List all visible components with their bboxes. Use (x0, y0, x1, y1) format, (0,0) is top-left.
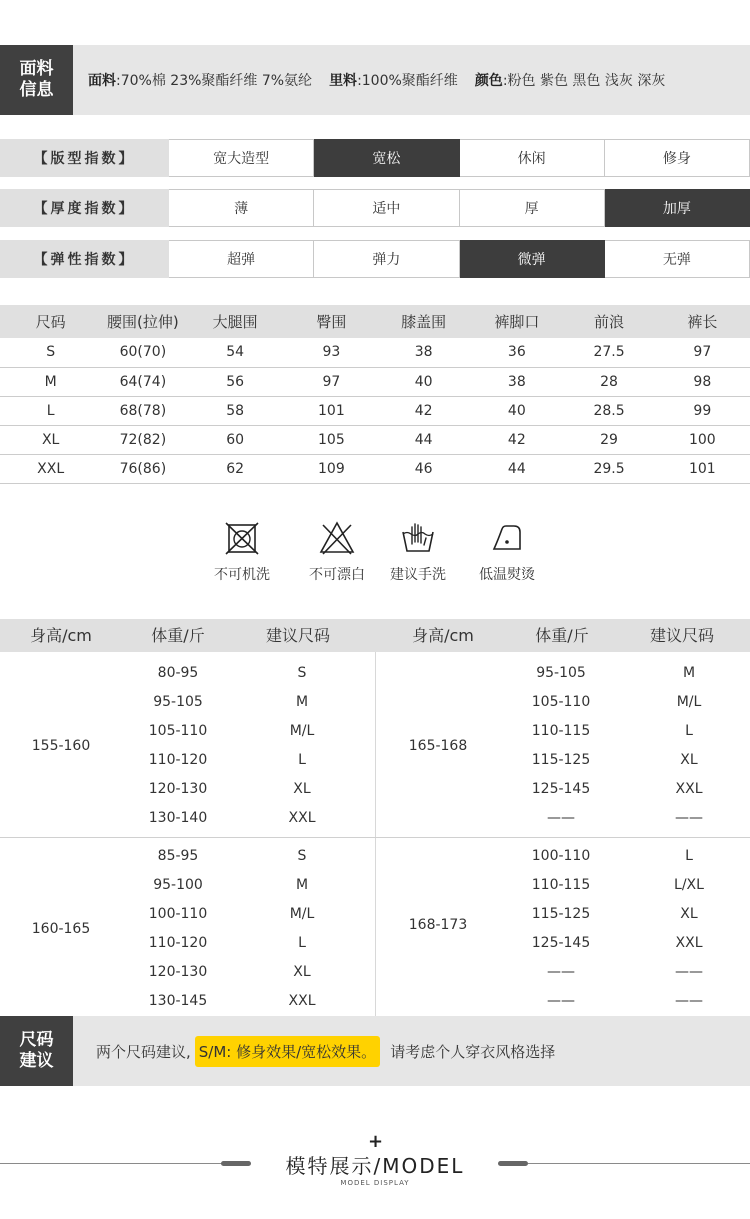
size-suggest-cell: L (298, 752, 306, 768)
weight-cell: 125-145 (531, 781, 591, 797)
size-cell: 42 (377, 396, 470, 425)
lining-fabric-value: :100%聚酯纤维 (357, 73, 458, 89)
size-cell: S (0, 338, 101, 367)
weight-cell: 120-130 (148, 964, 208, 980)
size-cell: 76(86) (101, 454, 184, 483)
care-label: 低温熨烫 (479, 567, 535, 583)
footer-divider-right (528, 1163, 750, 1164)
index-label: 【版型指数】 (0, 139, 169, 177)
rec-header-weight-left: 体重/斤 (151, 626, 205, 645)
rec-header-height-right: 身高/cm (412, 626, 474, 645)
weight-cell: 130-140 (148, 810, 208, 826)
size-cell: 58 (184, 396, 285, 425)
size-suggest-cell: M (295, 694, 309, 710)
size-cell: 101 (655, 454, 750, 483)
lining-fabric-label: 里料 (329, 73, 358, 89)
size-suggest-cell: XL (293, 781, 311, 797)
size-cell: 29.5 (563, 454, 654, 483)
size-header-cell: 大腿围 (184, 305, 285, 338)
advice-text-before: 两个尺码建议, (96, 1042, 191, 1061)
size-cell: 97 (286, 367, 377, 396)
no-bleach-icon (319, 520, 355, 556)
weight-cell: 105-110 (148, 723, 208, 739)
care-item-no-machine-wash (214, 520, 270, 584)
outer-fabric-label: 面料 (88, 73, 116, 89)
size-header-cell: 腰围(拉伸) (101, 305, 184, 338)
fabric-details (73, 70, 682, 90)
index-option-active: 微弹 (460, 240, 605, 278)
size-cell: 100 (655, 425, 750, 454)
size-cell: 42 (470, 425, 563, 454)
size-cell: 54 (184, 338, 285, 367)
care-item-no-bleach (309, 520, 365, 584)
no-machine-wash-icon (224, 520, 260, 556)
size-suggest-cell: XXL (288, 810, 316, 826)
size-cell: 105 (286, 425, 377, 454)
size-cell: 93 (286, 338, 377, 367)
size-cell: 38 (470, 367, 563, 396)
advice-highlight: S/M: 修身效果/宽松效果。 (195, 1036, 380, 1067)
size-cell: M (0, 367, 101, 396)
fabric-tag-line2: 信息 (19, 80, 54, 100)
weight-cell: 85-95 (157, 848, 199, 864)
index-option: 薄 (169, 189, 314, 227)
fabric-tag-line1: 面料 (19, 59, 54, 79)
size-cell: 27.5 (563, 338, 654, 367)
size-cell: 28.5 (563, 396, 654, 425)
size-suggest-cell: M (682, 665, 696, 681)
advice-tag-line2: 建议 (19, 1051, 54, 1071)
weight-cell: 110-115 (531, 723, 591, 739)
fabric-info-tag (0, 45, 73, 115)
size-suggest-cell: L (685, 723, 693, 739)
size-header-cell: 裤长 (655, 305, 750, 338)
size-suggest-cell: S (297, 665, 307, 681)
index-option: 超弹 (169, 240, 314, 278)
hand-wash-icon (400, 520, 436, 556)
size-advice-text (96, 1036, 555, 1067)
size-suggest-cell: S (297, 848, 307, 864)
size-cell: 29 (563, 425, 654, 454)
size-cell: 56 (184, 367, 285, 396)
size-cell: XL (0, 425, 101, 454)
rec-header-height-left: 身高/cm (30, 626, 92, 645)
size-cell: L (0, 396, 101, 425)
size-suggest-cell: L (685, 848, 693, 864)
size-suggest-cell: XL (680, 906, 698, 922)
weight-cell: 115-125 (531, 752, 591, 768)
footer-pill-left (221, 1161, 251, 1166)
size-cell: 40 (470, 396, 563, 425)
weight-cell: 100-110 (531, 848, 591, 864)
size-suggest-cell: M/L (289, 906, 315, 922)
table-row (0, 338, 750, 367)
footer-divider-left (0, 1163, 223, 1164)
rec-header-size-right: 建议尺码 (649, 626, 715, 645)
index-label: 【弹性指数】 (0, 240, 169, 278)
size-suggest-cell: XXL (675, 935, 703, 951)
colors-label: 颜色 (474, 73, 503, 89)
size-cell: 60 (184, 425, 285, 454)
table-row (0, 425, 750, 454)
height-range-left: 155-160 (31, 737, 91, 754)
size-table (0, 305, 750, 484)
weight-cell: 120-130 (148, 781, 208, 797)
size-cell: 60(70) (101, 338, 184, 367)
index-label: 【厚度指数】 (0, 189, 169, 227)
weight-cell: 110-115 (531, 877, 591, 893)
care-label: 不可机洗 (214, 567, 270, 583)
size-cell: 46 (377, 454, 470, 483)
size-suggest-cell: —— (675, 993, 703, 1009)
low-temp-iron-icon (489, 520, 525, 556)
size-suggest-cell: —— (675, 810, 703, 826)
fabric-info-bar (0, 45, 750, 115)
plus-icon: + (368, 1131, 384, 1152)
index-row (0, 240, 750, 278)
model-section-title: 模特展示/MODEL (285, 1154, 465, 1178)
size-table-header (0, 305, 750, 338)
size-cell: 44 (377, 425, 470, 454)
size-cell: 109 (286, 454, 377, 483)
weight-cell: —— (547, 993, 575, 1009)
size-advice-bar (0, 1016, 750, 1086)
size-cell: 40 (377, 367, 470, 396)
size-suggest-cell: —— (675, 964, 703, 980)
model-section-subtitle: MODEL DISPLAY (340, 1179, 410, 1187)
weight-cell: 95-100 (153, 877, 203, 893)
footer-pill-right (498, 1161, 528, 1166)
size-cell: 44 (470, 454, 563, 483)
weight-cell: —— (547, 964, 575, 980)
index-option: 厚 (460, 189, 605, 227)
care-item-hand-wash (390, 520, 446, 584)
care-label: 不可漂白 (309, 567, 365, 583)
size-suggest-cell: M/L (676, 694, 702, 710)
weight-cell: —— (547, 810, 575, 826)
outer-fabric-value: :70%棉 23%聚酯纤维 7%氨纶 (116, 73, 313, 89)
index-option: 休闲 (460, 139, 605, 177)
size-header-cell: 臀围 (286, 305, 377, 338)
weight-cell: 80-95 (157, 665, 199, 681)
advice-text-after: 请考虑个人穿衣风格选择 (390, 1042, 556, 1061)
index-option: 弹力 (314, 240, 459, 278)
weight-cell: 95-105 (536, 665, 586, 681)
recommend-block-divider (0, 837, 750, 838)
weight-cell: 100-110 (148, 906, 208, 922)
size-cell: 64(74) (101, 367, 184, 396)
weight-cell: 110-120 (148, 752, 208, 768)
size-suggest-cell: XXL (288, 993, 316, 1009)
index-option: 无弹 (605, 240, 750, 278)
recommend-divider (375, 652, 376, 1016)
index-row (0, 189, 750, 227)
recommend-table-header (0, 619, 750, 652)
size-cell: 68(78) (101, 396, 184, 425)
table-row (0, 367, 750, 396)
size-cell: 97 (655, 338, 750, 367)
index-row (0, 139, 750, 177)
size-cell: XXL (0, 454, 101, 483)
size-cell: 36 (470, 338, 563, 367)
weight-cell: 115-125 (531, 906, 591, 922)
size-suggest-cell: XXL (675, 781, 703, 797)
size-suggest-cell: M/L (289, 723, 315, 739)
size-header-cell: 膝盖围 (377, 305, 470, 338)
size-cell: 62 (184, 454, 285, 483)
table-row (0, 454, 750, 483)
rec-header-size-left: 建议尺码 (265, 626, 331, 645)
size-cell: 28 (563, 367, 654, 396)
size-suggest-cell: XL (293, 964, 311, 980)
index-option: 修身 (605, 139, 750, 177)
index-option-active: 加厚 (605, 189, 750, 227)
size-header-cell: 前浪 (563, 305, 654, 338)
outer-fabric (88, 70, 312, 90)
lining-fabric (329, 70, 458, 90)
size-cell: 38 (377, 338, 470, 367)
advice-tag-line1: 尺码 (19, 1030, 54, 1050)
size-cell: 99 (655, 396, 750, 425)
size-cell: 98 (655, 367, 750, 396)
weight-cell: 130-145 (148, 993, 208, 1009)
index-option: 宽大造型 (169, 139, 314, 177)
size-advice-tag (0, 1016, 73, 1086)
size-cell: 101 (286, 396, 377, 425)
rec-header-weight-right: 体重/斤 (535, 626, 589, 645)
height-range-right: 168-173 (408, 916, 468, 933)
care-label: 建议手洗 (390, 567, 446, 583)
index-option: 适中 (314, 189, 459, 227)
colors-value: :粉色 紫色 黑色 浅灰 深灰 (502, 73, 666, 89)
table-row (0, 396, 750, 425)
colors (475, 70, 666, 90)
weight-cell: 110-120 (148, 935, 208, 951)
weight-cell: 95-105 (153, 694, 203, 710)
weight-cell: 125-145 (531, 935, 591, 951)
size-suggest-cell: XL (680, 752, 698, 768)
size-header-cell: 尺码 (0, 305, 101, 338)
size-cell: 72(82) (101, 425, 184, 454)
height-range-left: 160-165 (31, 920, 91, 937)
size-suggest-cell: M (295, 877, 309, 893)
size-suggest-cell: L/XL (674, 877, 704, 893)
weight-cell: 105-110 (531, 694, 591, 710)
care-item-low-temp-iron (479, 520, 535, 584)
size-suggest-cell: L (298, 935, 306, 951)
height-range-right: 165-168 (408, 737, 468, 754)
index-option-active: 宽松 (314, 139, 459, 177)
size-header-cell: 裤脚口 (470, 305, 563, 338)
